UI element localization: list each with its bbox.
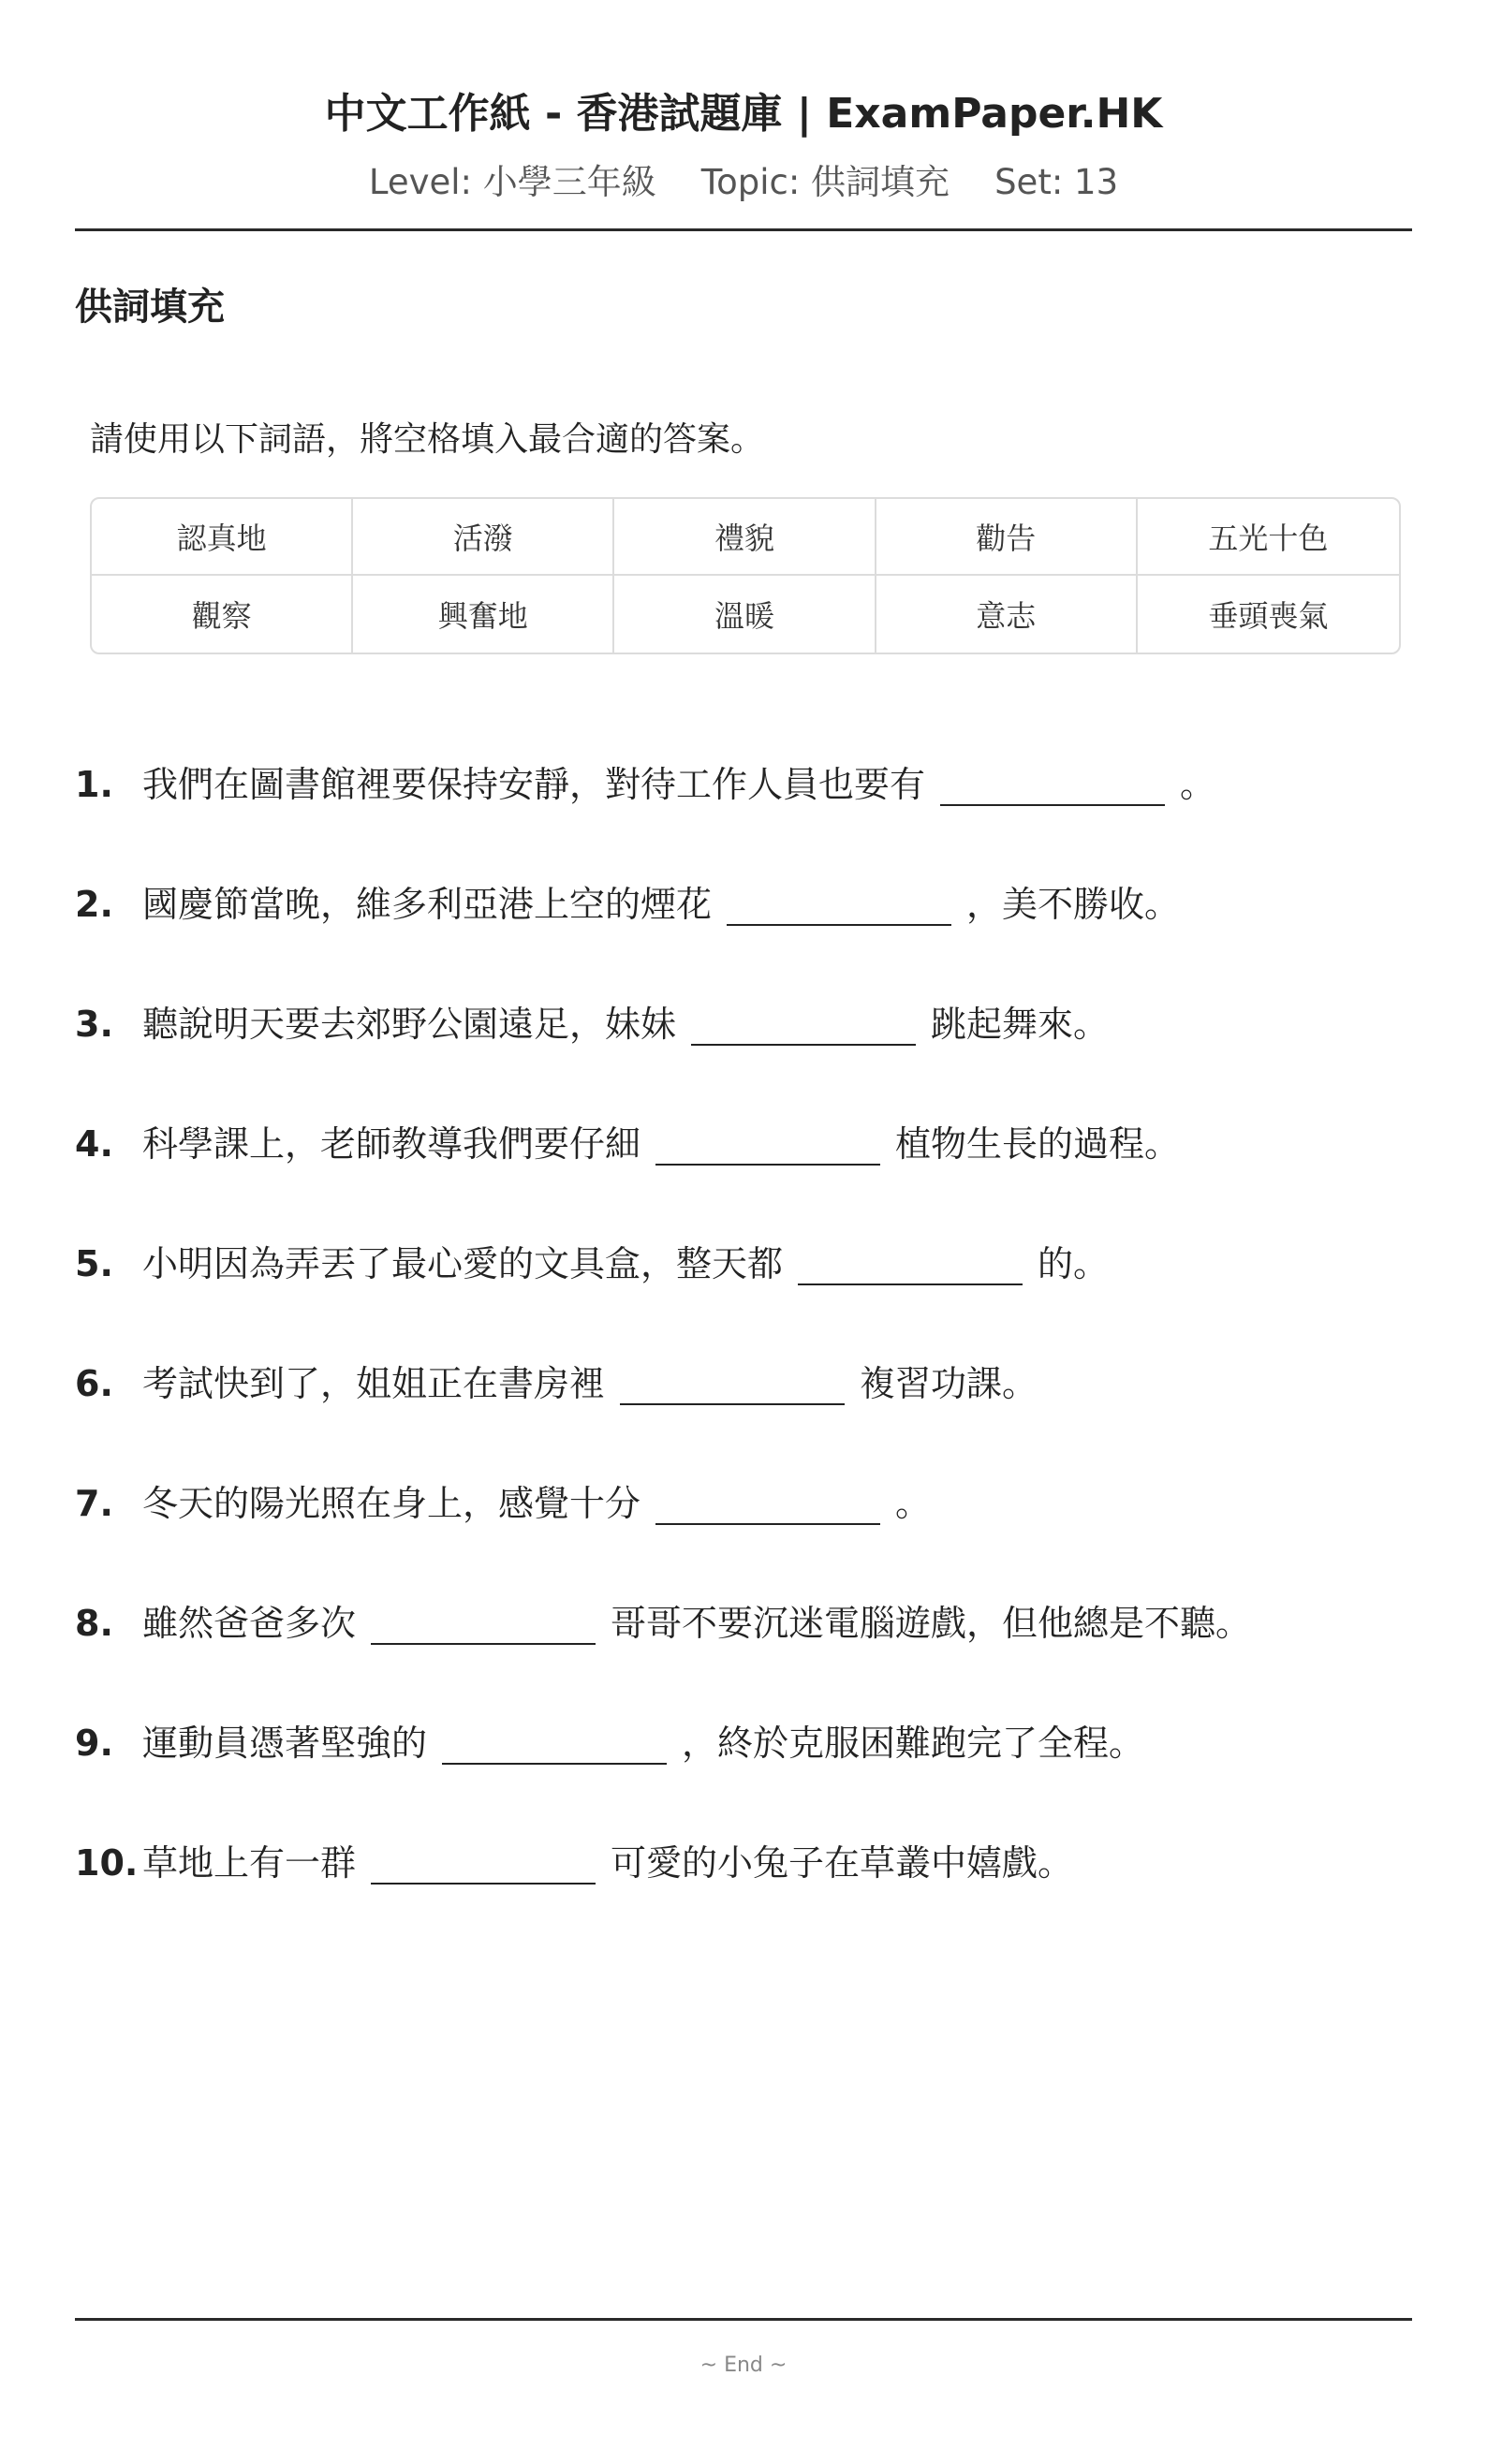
question-text-after: 可愛的小兔子在草叢中嬉戲。	[611, 1842, 1074, 1884]
word-bank-cell: 觀察	[92, 576, 353, 653]
answer-blank[interactable]	[727, 924, 951, 926]
set-label: Set: 13	[994, 162, 1119, 202]
question-item	[75, 748, 1412, 806]
question-text-before: 國慶節當晚，維多利亞港上空的煙花	[142, 884, 713, 925]
question-number: 7.	[75, 1483, 113, 1524]
header-divider	[75, 228, 1412, 231]
question-number: 2.	[75, 884, 113, 925]
question-text-after: 的。	[1038, 1243, 1110, 1284]
worksheet-header	[75, 0, 1412, 204]
worksheet-page	[75, 0, 1412, 2464]
word-bank-cell: 勸告	[876, 499, 1138, 576]
worksheet-title: 中文工作紙 - 香港試題庫 | ExamPaper.HK	[324, 90, 1163, 138]
end-marker: ~ End ~	[699, 2354, 788, 2377]
question-item	[75, 988, 1412, 1046]
question-item	[75, 1107, 1412, 1166]
question-text-before: 運動員憑著堅強的	[142, 1723, 428, 1764]
answer-blank[interactable]	[798, 1283, 1023, 1285]
word-bank-cell: 認真地	[92, 499, 353, 576]
question-list	[75, 748, 1412, 1885]
question-number: 4.	[75, 1123, 113, 1165]
level-label: Level: 小學三年級	[368, 162, 656, 202]
word-bank-cell: 垂頭喪氣	[1208, 598, 1329, 634]
question-item	[75, 1347, 1412, 1405]
question-number: 3.	[75, 1004, 113, 1045]
answer-blank[interactable]	[371, 1883, 596, 1885]
question-text-before: 我們在圖書館裡要保持安靜，對待工作人員也要有	[142, 764, 926, 805]
question-number: 8.	[75, 1603, 113, 1644]
topic-label: Topic: 供詞填充	[700, 162, 950, 202]
answer-blank[interactable]	[442, 1763, 667, 1765]
word-bank-cell: 活潑	[353, 499, 614, 576]
worksheet-meta	[75, 161, 1412, 204]
question-text-before: 雖然爸爸多次	[142, 1603, 357, 1644]
question-text-before: 聽說明天要去郊野公園遠足，妹妹	[142, 1004, 677, 1045]
question-item	[75, 1826, 1412, 1885]
question-text-after: 。	[895, 1483, 932, 1524]
question-item	[75, 1587, 1412, 1645]
question-text-after: 跳起舞來。	[931, 1004, 1110, 1045]
answer-blank[interactable]	[691, 1044, 916, 1046]
answer-blank[interactable]	[371, 1643, 596, 1645]
instruction-text: 請使用以下詞語，將空格填入最合適的答案。	[90, 420, 765, 459]
word-bank-cell: 意志	[876, 576, 1138, 653]
answer-blank[interactable]	[655, 1164, 880, 1166]
question-item	[75, 1467, 1412, 1525]
word-bank-cell: 興奮地	[353, 576, 614, 653]
question-text-after: 哥哥不要沉迷電腦遊戲，但他總是不聽。	[611, 1603, 1252, 1644]
footer-divider	[75, 2318, 1412, 2321]
question-text-after: 植物生長的過程。	[895, 1123, 1181, 1165]
word-bank-cell: 溫暖	[614, 576, 876, 653]
question-text-after: 複習功課。	[860, 1363, 1038, 1404]
question-text-before: 考試快到了，姐姐正在書房裡	[142, 1363, 606, 1404]
answer-blank[interactable]	[940, 804, 1165, 806]
question-text-before: 小明因為弄丟了最心愛的文具盒，整天都	[142, 1243, 784, 1284]
question-item	[75, 868, 1412, 926]
question-text-before: 科學課上，老師教導我們要仔細	[142, 1123, 641, 1165]
word-bank-table	[90, 497, 1401, 654]
question-text-after: ，美不勝收。	[966, 884, 1181, 925]
section-title: 供詞填充	[75, 286, 225, 329]
answer-blank[interactable]	[620, 1403, 845, 1405]
word-bank-cell: 禮貌	[614, 499, 876, 576]
question-text-before: 冬天的陽光照在身上，感覺十分	[142, 1483, 641, 1524]
question-text-before: 草地上有一群	[142, 1842, 357, 1884]
question-number: 10.	[75, 1842, 139, 1884]
question-text-after: 。	[1180, 764, 1216, 805]
question-item	[75, 1707, 1412, 1765]
question-text-after: ，終於克服困難跑完了全程。	[682, 1723, 1145, 1764]
question-number: 5.	[75, 1243, 113, 1284]
question-number: 9.	[75, 1723, 113, 1764]
question-number: 1.	[75, 764, 113, 805]
answer-blank[interactable]	[655, 1523, 880, 1525]
question-item	[75, 1227, 1412, 1285]
question-number: 6.	[75, 1363, 113, 1404]
word-bank-cell: 五光十色	[1138, 499, 1399, 576]
